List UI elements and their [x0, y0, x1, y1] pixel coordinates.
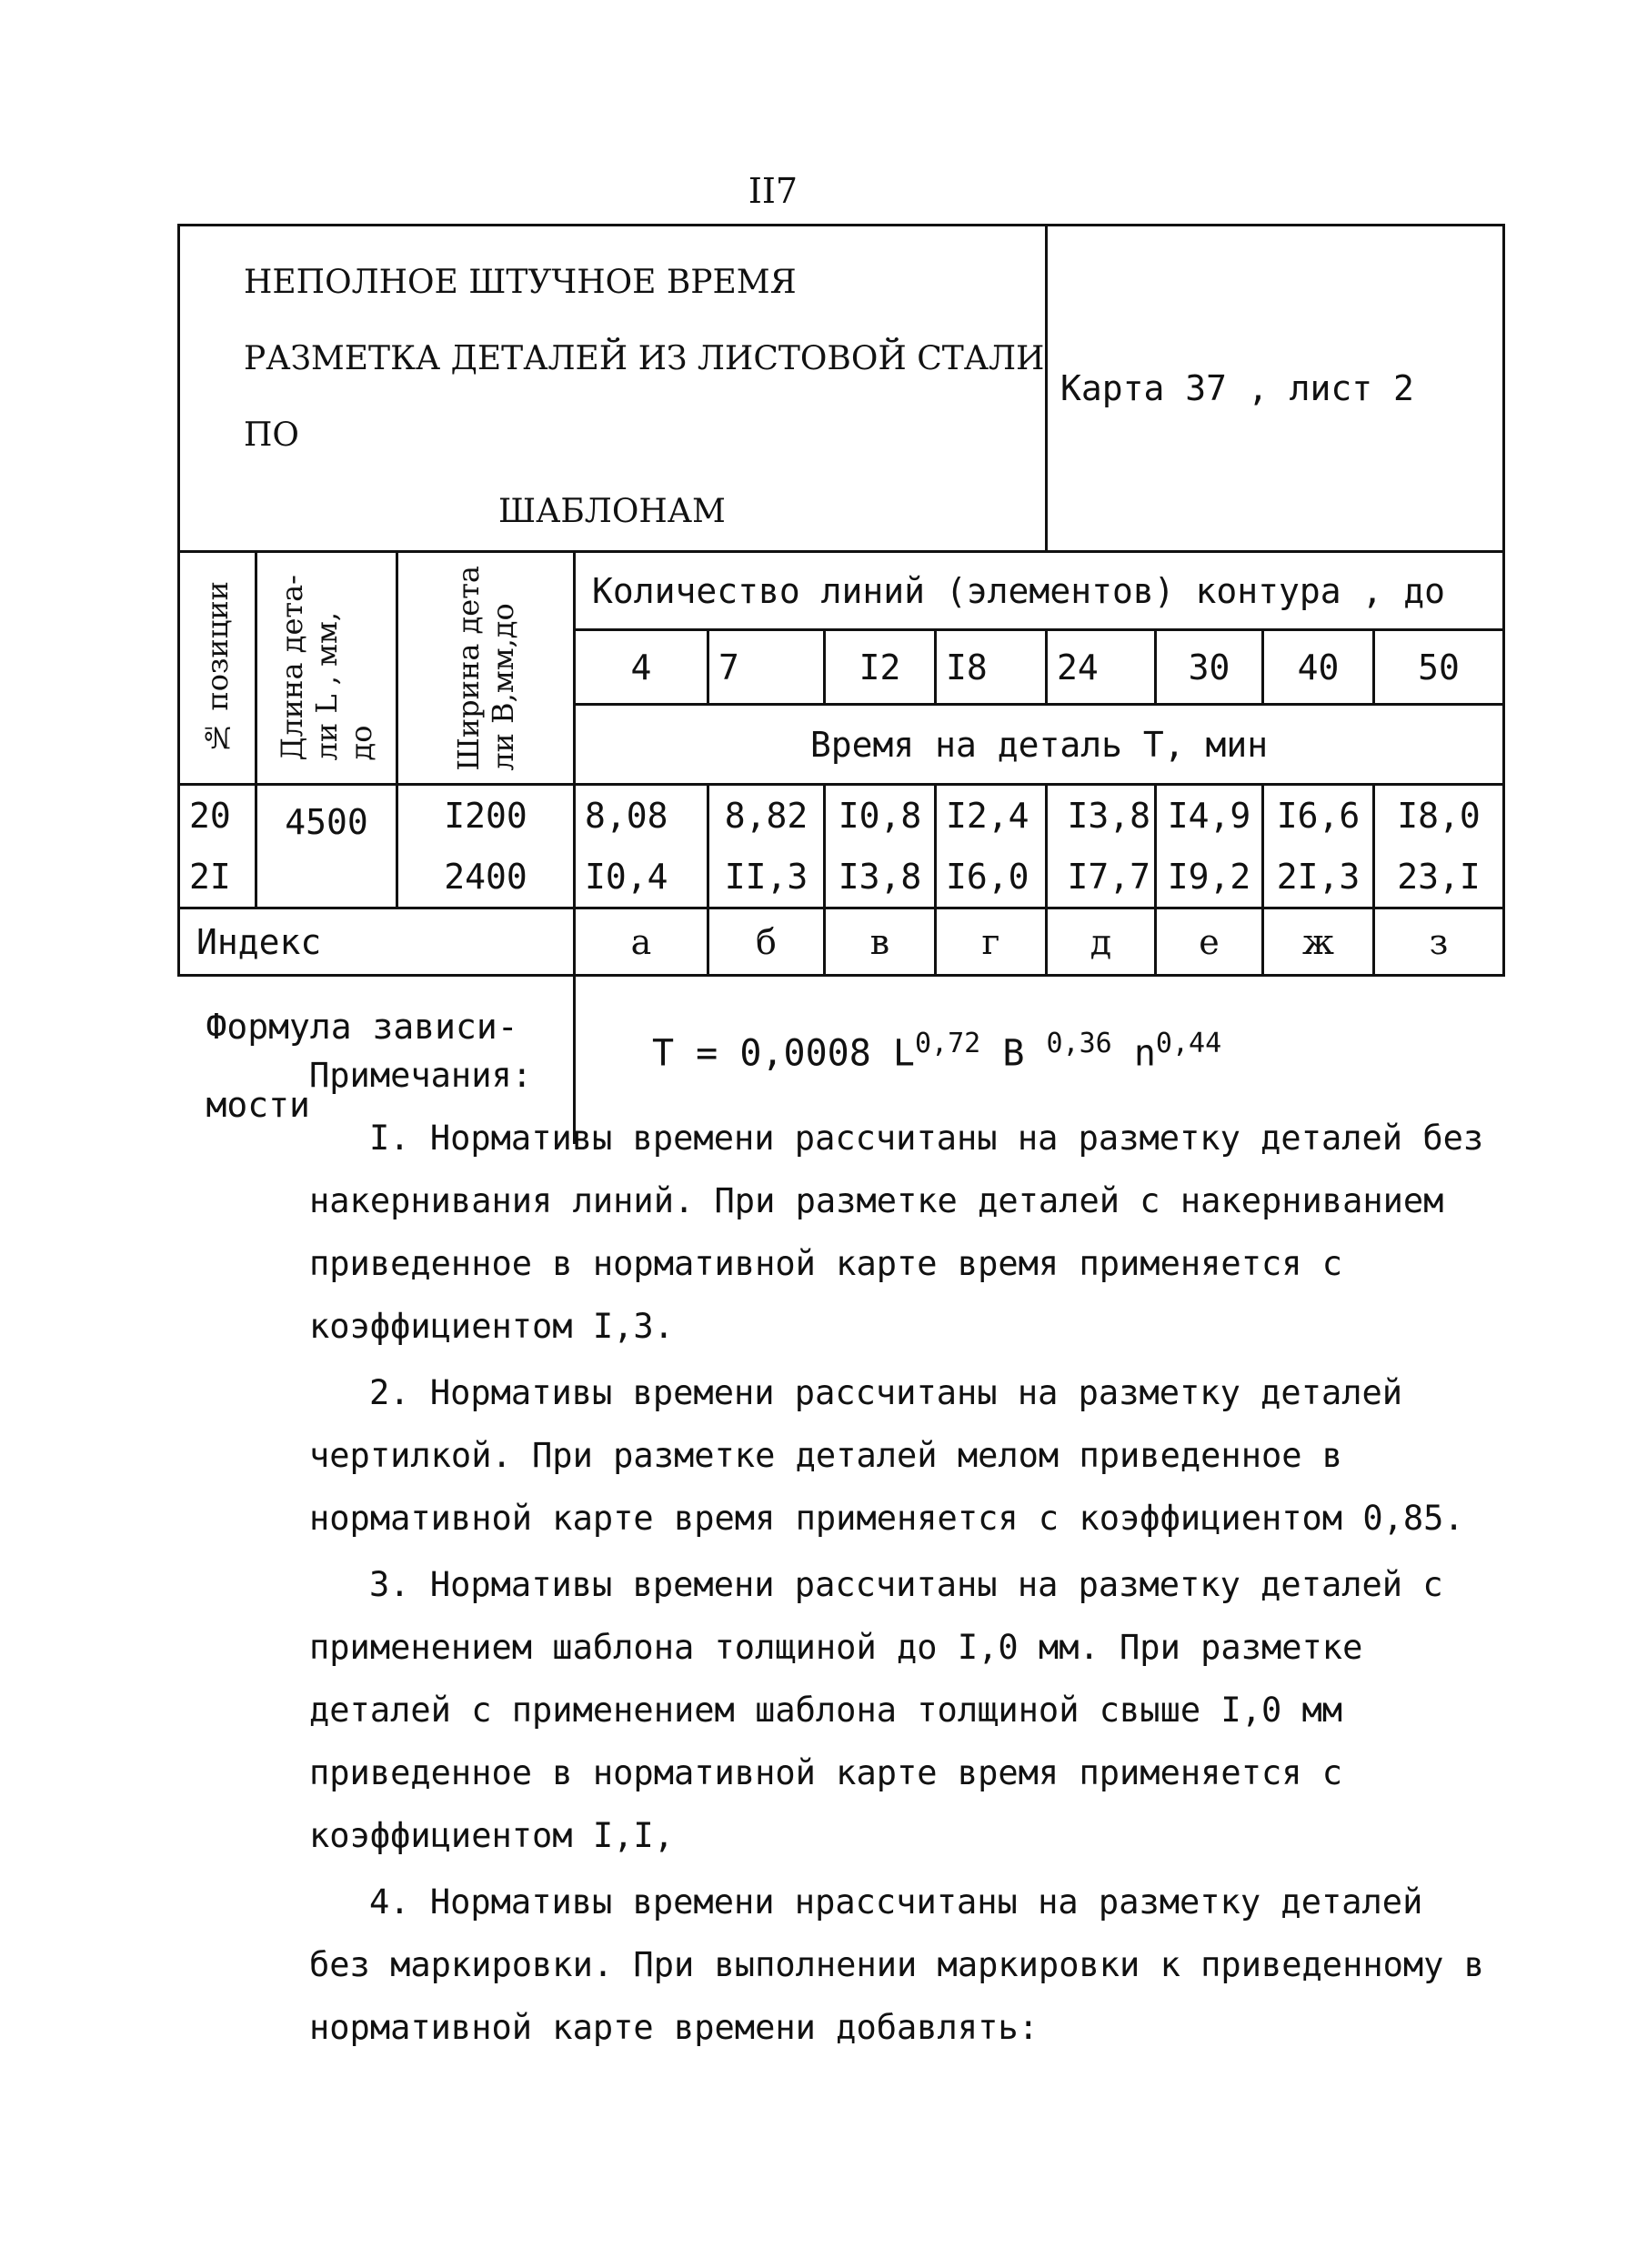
card-reference: Карта 37 , лист 2 [1047, 226, 1504, 552]
formula-var-l: L [892, 1032, 915, 1075]
index-cell: а [575, 908, 708, 976]
value-cell: I9,2 [1156, 847, 1263, 908]
formula-lead: Т = 0,0008 [652, 1032, 893, 1075]
index-cell: б [708, 908, 825, 976]
index-label: Индекс [179, 908, 575, 976]
formula-exp-b: 0,36 [1046, 1028, 1112, 1059]
formula-exp-l: 0,72 [915, 1028, 981, 1059]
formula-exp-n: 0,44 [1155, 1028, 1222, 1059]
note-item: I. Нормативы времени рассчитаны на разметку деталей без накернивания линий. При разметке деталей с накерниванием приведенное в нормативной карте время применяется с коэффициентом I,3. [309, 1119, 1484, 1346]
width-header [397, 552, 575, 785]
value-cell: I0,4 [575, 847, 708, 908]
value-cell: I3,8 [825, 847, 936, 908]
card-title [179, 226, 1047, 552]
notes-heading: Примечания: [309, 1056, 533, 1095]
value-cell: I0,8 [825, 785, 936, 847]
position-header [179, 552, 256, 785]
count-cell: 4 [575, 630, 708, 705]
formula-label-line-2: мости [206, 1085, 310, 1125]
length-header [256, 552, 397, 785]
time-header: Время на деталь Т, мин [575, 705, 1504, 785]
page-number: II7 [748, 171, 798, 211]
count-header: Количество линий (элементов) контура , до [575, 552, 1504, 630]
value-cell: I6,6 [1263, 785, 1374, 847]
count-cell: 24 [1047, 630, 1156, 705]
note-item: 4. Нормативы времени нрассчитаны на разметку деталей без маркировки. При выполнении маркировки к приведенному в нормативной карте времени добавлять: [309, 1882, 1485, 2047]
formula-label-line-1: Формула зависи- [206, 1007, 518, 1047]
count-cell: 40 [1263, 630, 1374, 705]
value-cell: 8,82 [708, 785, 825, 847]
width-cell: 2400 [397, 847, 575, 908]
value-cell: 2I,3 [1263, 847, 1374, 908]
value-cell: 8,08 [575, 785, 708, 847]
note-item: 3. Нормативы времени рассчитаны на разметку деталей с применением шаблона толщиной до I,0 мм. При разметке деталей с применением шаблона толщиной свыше I,0 мм приведенное в нормативной карте время применяется с коэффициентом I,I, [309, 1565, 1443, 1855]
value-cell: I3,8 [1047, 785, 1156, 847]
table-row [179, 785, 1504, 847]
count-cell: 50 [1374, 630, 1504, 705]
index-row [179, 908, 1504, 976]
title-line-2: РАЗМЕТКА ДЕТАЛЕЙ ИЗ ЛИСТОВОЙ СТАЛИ ПО [244, 340, 1045, 454]
index-cell: з [1374, 908, 1504, 976]
position-cell: 2I [179, 847, 256, 908]
norm-table [177, 224, 1505, 1144]
index-cell: в [825, 908, 936, 976]
index-cell: ж [1263, 908, 1374, 976]
formula-var-n: n [1111, 1032, 1156, 1075]
count-cell: 30 [1156, 630, 1263, 705]
title-line-1: НЕПОЛНОЕ ШТУЧНОЕ ВРЕМЯ [244, 264, 797, 301]
value-cell: I6,0 [936, 847, 1047, 908]
count-cell: I8 [936, 630, 1047, 705]
value-cell: II,3 [708, 847, 825, 908]
value-cell: I7,7 [1047, 847, 1156, 908]
width-cell: I200 [397, 785, 575, 847]
position-cell: 20 [179, 785, 256, 847]
note-item: 2. Нормативы времени рассчитаны на разметку деталей чертилкой. При разметке деталей мелом приведенное в нормативной карте время применяется с коэффициентом 0,85. [309, 1373, 1464, 1538]
index-cell: е [1156, 908, 1263, 976]
notes [309, 1044, 1491, 2059]
index-cell: г [936, 908, 1047, 976]
position-header-text: № позиции [200, 581, 235, 755]
index-cell: д [1047, 908, 1156, 976]
formula-var-b: В [980, 1032, 1047, 1075]
value-cell: I2,4 [936, 785, 1047, 847]
length-header-text: Длина дета- ли L , мм, до [275, 575, 378, 761]
title-line-3: ШАБЛОНАМ [498, 493, 726, 530]
count-cell: I2 [825, 630, 936, 705]
length-cell: 4500 [256, 785, 397, 908]
width-header-text: Ширина дета ли В,мм,до [451, 565, 520, 771]
value-cell: I4,9 [1156, 785, 1263, 847]
count-cell: 7 [708, 630, 825, 705]
value-cell: 23,I [1374, 847, 1504, 908]
value-cell: I8,0 [1374, 785, 1504, 847]
